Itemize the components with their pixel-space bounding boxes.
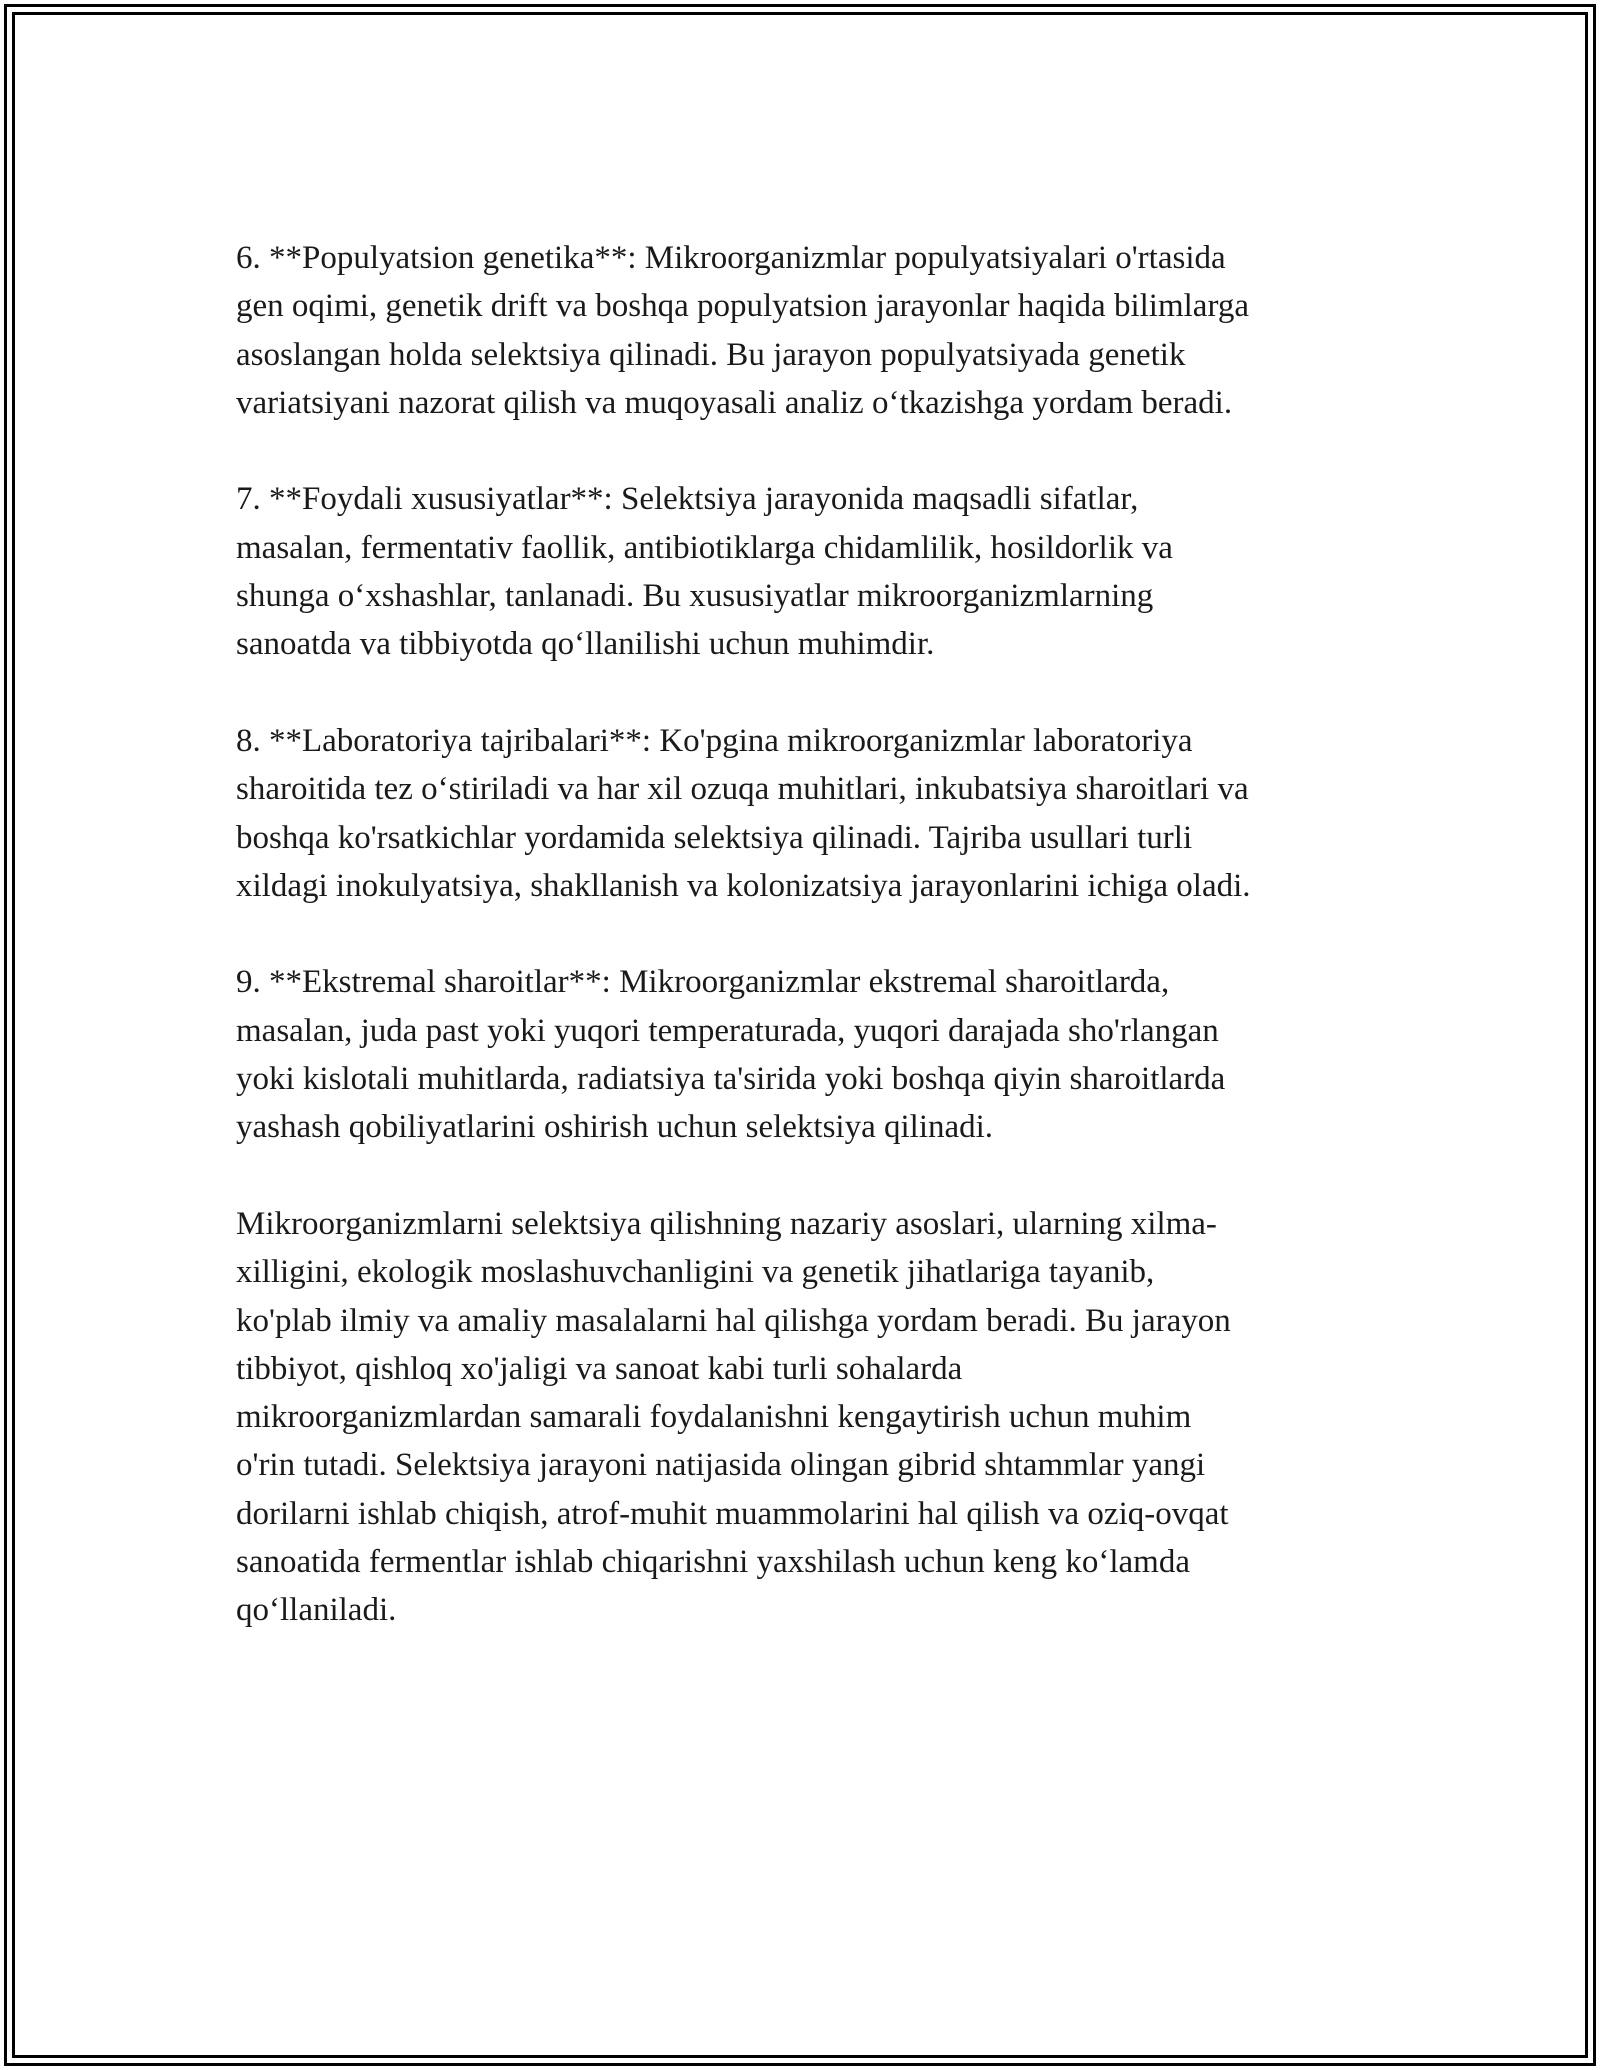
text-line: xildagi inokulyatsiya, shakllanish va kolonizatsiya jarayonlarini ichiga oladi. <box>236 867 1251 904</box>
text-line: sharoitida tez o‘stiriladi va har xil ozuqa muhitlari, inkubatsiya sharoitlari va <box>236 771 1249 808</box>
text-line: ko'plab ilmiy va amaliy masalalarni hal qilishga yordam beradi. Bu jarayon <box>236 1302 1231 1339</box>
text-line: 9. **Ekstremal sharoitlar**: Mikroorganizmlar ekstremal sharoitlarda, <box>236 964 1170 1001</box>
paragraph-populyatsion-genetika <box>236 234 1376 427</box>
paragraph-laboratoriya-tajribalari <box>236 717 1376 910</box>
text-line: boshqa ko'rsatkichlar yordamida selektsiya qilinadi. Tajriba usullari turli <box>236 819 1193 856</box>
text-line: sanoatda va tibbiyotda qo‘llanilishi uchun muhimdir. <box>236 626 935 663</box>
text-line: xilligini, ekologik moslashuvchanligini va genetik jihatlariga tayanib, <box>236 1254 1155 1291</box>
paragraph-conclusion <box>236 1200 1376 1635</box>
text-line: Mikroorganizmlarni selektsiya qilishning nazariy asoslari, ularning xilma- <box>236 1205 1217 1242</box>
paragraph-ekstremal-sharoitlar <box>236 958 1376 1151</box>
text-line: masalan, fermentativ faollik, antibiotiklarga chidamlilik, hosildorlik va <box>236 529 1173 566</box>
text-line: qo‘llaniladi. <box>236 1592 397 1629</box>
text-line: gen oqimi, genetik drift va boshqa populyatsion jarayonlar haqida bilimlarga <box>236 288 1249 325</box>
text-line: 7. **Foydali xususiyatlar**: Selektsiya jarayonida maqsadli sifatlar, <box>236 481 1139 518</box>
paragraph-foydali-xususiyatlar <box>236 475 1376 668</box>
text-line: 6. **Populyatsion genetika**: Mikroorganizmlar populyatsiyalari o'rtasida <box>236 240 1226 276</box>
text-line: sanoatida fermentlar ishlab chiqarishni yaxshilash uchun keng ko‘lamda <box>236 1544 1190 1581</box>
text-line: o'rin tutadi. Selektsiya jarayoni natijasida olingan gibrid shtammlar yangi <box>236 1447 1206 1484</box>
text-line: yoki kislotali muhitlarda, radiatsiya ta'sirida yoki boshqa qiyin sharoitlarda <box>236 1061 1226 1098</box>
text-line: masalan, juda past yoki yuqori temperaturada, yuqori darajada sho'rlangan <box>236 1012 1219 1049</box>
text-line: shunga o‘xshashlar, tanlanadi. Bu xususiyatlar mikroorganizmlarning <box>236 578 1154 615</box>
text-line: dorilarni ishlab chiqish, atrof-muhit muammolarini hal qilish va oziq-ovqat <box>236 1495 1229 1532</box>
text-line: 8. **Laboratoriya tajribalari**: Ko'pgina mikroorganizmlar laboratoriya <box>236 722 1193 759</box>
text-line: mikroorganizmlardan samarali foydalanishni kengaytirish uchun muhim <box>236 1399 1192 1436</box>
text-line: variatsiyani nazorat qilish va muqoyasali analiz o‘tkazishga yordam beradi. <box>236 384 1233 421</box>
text-line: tibbiyot, qishloq xo'jaligi va sanoat kabi turli sohalarda <box>236 1350 963 1387</box>
text-line: yashash qobiliyatlarini oshirish uchun selektsiya qilinadi. <box>236 1109 994 1146</box>
document-body <box>236 234 1376 1683</box>
text-line: asoslangan holda selektsiya qilinadi. Bu jarayon populyatsiyada genetik <box>236 336 1186 373</box>
